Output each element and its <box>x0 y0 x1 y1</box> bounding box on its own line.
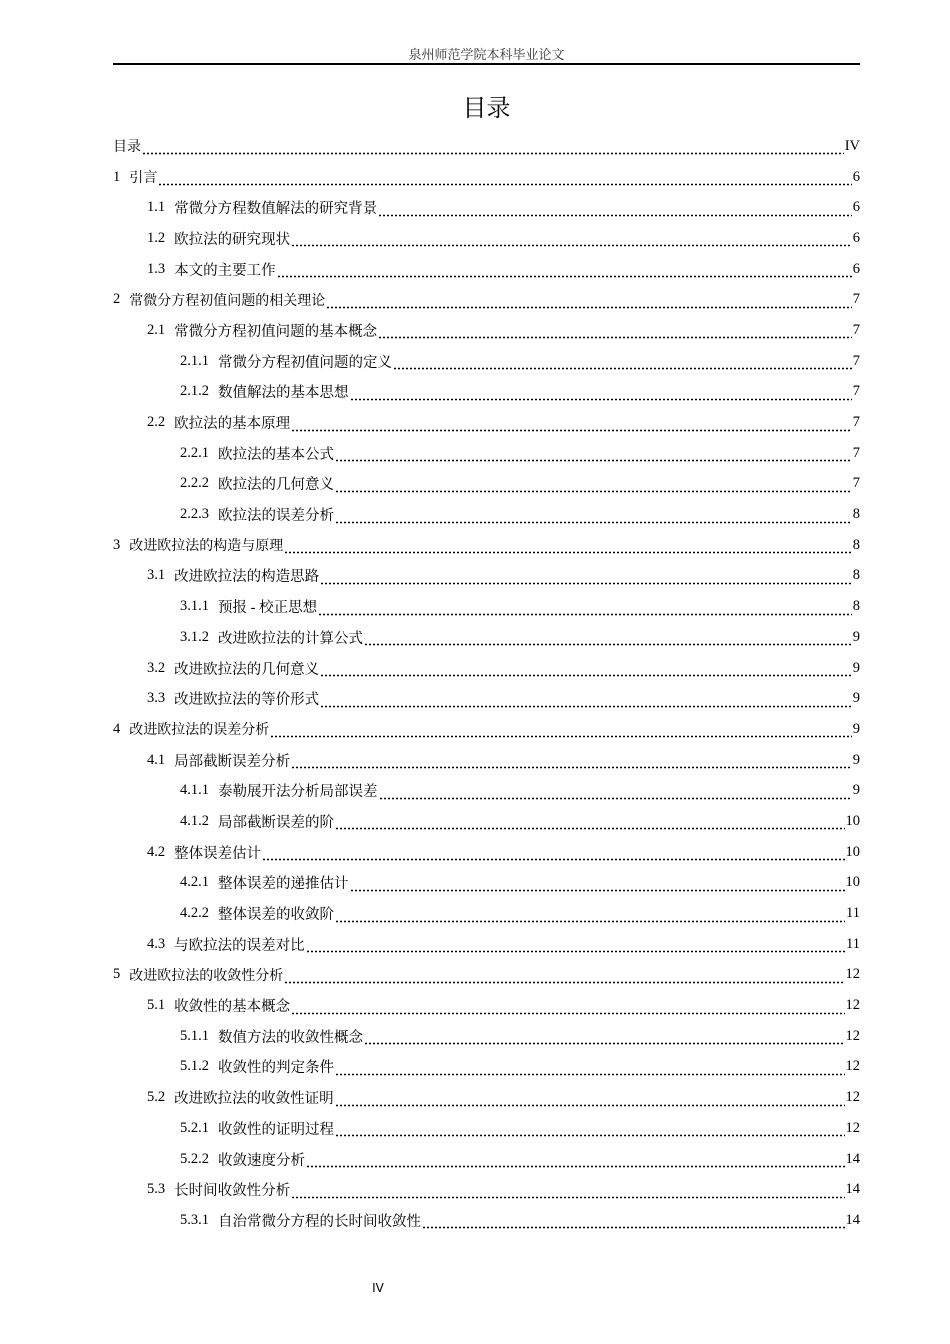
dot-leader <box>335 448 852 462</box>
toc-entry-level-3[interactable] <box>113 806 860 837</box>
toc-entry-level-1[interactable] <box>113 131 860 162</box>
toc-entry-level-3[interactable] <box>113 775 860 806</box>
toc-entry-title: 改进欧拉法的误差分析 <box>129 722 270 739</box>
toc-entry-level-3[interactable] <box>113 898 860 929</box>
toc-entry-title: 欧拉法的基本原理 <box>174 416 291 433</box>
dot-leader <box>378 325 852 339</box>
toc-entry-title: 整体误差的递推估计 <box>218 876 349 893</box>
toc-entry-number: 2.1.1 <box>180 352 209 369</box>
toc-entry-number: 2 <box>113 291 121 308</box>
toc-entry-number: 2.1.2 <box>180 383 209 400</box>
toc-entry-page: 11 <box>846 935 860 952</box>
toc-entry-level-3[interactable] <box>113 346 860 377</box>
dot-leader <box>335 479 852 493</box>
toc-entry-title: 改进欧拉法的收敛性分析 <box>129 967 284 984</box>
toc-entry-level-2[interactable] <box>113 315 860 346</box>
dot-leader <box>320 571 852 585</box>
page-number: IV <box>372 1281 384 1295</box>
toc-entry-level-3[interactable] <box>113 1021 860 1052</box>
toc-entry-title: 本文的主要工作 <box>174 262 276 279</box>
toc-entry-level-3[interactable] <box>113 499 860 530</box>
toc-entry-title: 收敛速度分析 <box>218 1152 305 1169</box>
toc-entry-level-3[interactable] <box>113 377 860 408</box>
toc-entry-page: 7 <box>852 291 860 308</box>
toc-entry-level-3[interactable] <box>113 1052 860 1083</box>
toc-entry-title: 改进欧拉法的计算公式 <box>218 630 363 647</box>
toc-entry-page: 8 <box>852 506 860 523</box>
toc-entry-page: 7 <box>852 414 860 431</box>
toc-entry-level-3[interactable] <box>113 438 860 469</box>
toc-entry-level-2[interactable] <box>113 254 860 285</box>
toc-entry-level-2[interactable] <box>113 837 860 868</box>
toc-entry-number: 5 <box>113 966 121 983</box>
toc-entry-level-3[interactable] <box>113 1205 860 1236</box>
dot-leader <box>262 847 844 861</box>
dot-leader <box>378 203 852 217</box>
toc-entry-level-2[interactable] <box>113 223 860 254</box>
toc-entry-level-3[interactable] <box>113 868 860 899</box>
dot-leader <box>291 755 852 769</box>
toc-entry-title: 整体误差的收敛阶 <box>218 907 334 924</box>
toc-entry-page: 9 <box>852 782 860 799</box>
toc-entry-title: 常微分方程数值解法的研究背景 <box>174 201 378 218</box>
toc-entry-page: 12 <box>845 1058 860 1075</box>
toc-entry-level-2[interactable] <box>113 653 860 684</box>
toc-entry-level-3[interactable] <box>113 591 860 622</box>
toc-entry-title: 欧拉法的基本公式 <box>218 446 334 463</box>
toc-entry-number: 2.2 <box>147 414 166 431</box>
toc-entry-level-2[interactable] <box>113 407 860 438</box>
header-rule <box>113 63 860 65</box>
toc-entry-number: 1.2 <box>147 229 166 246</box>
toc-entry-page: 12 <box>845 997 860 1014</box>
dot-leader <box>320 694 852 708</box>
dot-leader <box>142 141 844 155</box>
toc-entry-title: 常微分方程初值问题的相关理论 <box>129 292 326 309</box>
toc-entry-page: 10 <box>845 874 860 891</box>
toc-entry-number: 2.2.2 <box>180 475 209 492</box>
toc-entry-number: 5.3.1 <box>180 1211 209 1228</box>
dot-leader <box>284 540 852 554</box>
dot-leader <box>291 1001 844 1015</box>
toc-entry-page: 12 <box>845 966 860 983</box>
toc-entry-page: 9 <box>852 690 860 707</box>
dot-leader <box>318 602 852 616</box>
toc-entry-title: 与欧拉法的误差对比 <box>174 937 305 954</box>
toc-entry-title: 改进欧拉法的构造与原理 <box>129 538 284 555</box>
toc-entry-title: 常微分方程初值问题的定义 <box>218 354 392 371</box>
dot-leader <box>306 939 845 953</box>
toc-entry-page: 6 <box>852 199 860 216</box>
toc-entry-title: 欧拉法的几何意义 <box>218 477 334 494</box>
toc-entry-page: 14 <box>845 1150 860 1167</box>
toc-entry-number: 3.3 <box>147 690 166 707</box>
toc-entry-page: 11 <box>846 905 860 922</box>
toc-entry-number: 4.1 <box>147 751 166 768</box>
toc-entry-page: 7 <box>852 475 860 492</box>
dot-leader <box>422 1215 845 1229</box>
toc-entry-number: 5.1 <box>147 997 166 1014</box>
toc-entry-number: 5.2.1 <box>180 1119 209 1136</box>
toc-entry-number: 4.2.1 <box>180 874 209 891</box>
toc-entry-number: 2.1 <box>147 321 166 338</box>
toc-entry-level-1[interactable] <box>113 530 860 561</box>
toc-entry-page: 6 <box>852 229 860 246</box>
toc-entry-number: 4.2 <box>147 843 166 860</box>
dot-leader <box>270 724 852 738</box>
toc-entry-page: IV <box>844 137 860 154</box>
toc-entry-title: 收敛性的判定条件 <box>218 1060 334 1077</box>
page-title: 目录 <box>462 94 511 122</box>
toc-entry-title: 预报 - 校正思想 <box>218 600 318 617</box>
dot-leader <box>335 1093 845 1107</box>
dot-leader <box>158 172 852 186</box>
toc-entry-number: 4.2.2 <box>180 905 209 922</box>
toc-entry-page: 8 <box>852 536 860 553</box>
toc-entry-number: 4 <box>113 720 121 737</box>
toc-entry-title: 局部截断误差分析 <box>174 753 291 770</box>
toc-entry-number: 2.2.3 <box>180 506 209 523</box>
toc-entry-page: 9 <box>852 628 860 645</box>
running-header: 泉州师范学院本科毕业论文 <box>408 48 565 63</box>
toc-entry-number: 1.3 <box>147 260 166 277</box>
dot-leader <box>291 418 852 432</box>
toc-entry-title: 局部截断误差的阶 <box>218 814 334 831</box>
toc-entry-page: 7 <box>852 352 860 369</box>
toc-entry-title: 改进欧拉法的收敛性证明 <box>174 1091 334 1108</box>
toc-entry-number: 5.2.2 <box>180 1150 209 1167</box>
dot-leader <box>335 1123 845 1137</box>
toc-entry-page: 10 <box>845 843 860 860</box>
toc-entry-level-2[interactable] <box>113 990 860 1021</box>
toc-entry-title: 目录 <box>113 139 141 156</box>
toc-entry-number: 3 <box>113 536 121 553</box>
toc-entry-page: 9 <box>852 659 860 676</box>
toc-entry-number: 5.2 <box>147 1089 166 1106</box>
toc-entry-title: 常微分方程初值问题的基本概念 <box>174 323 378 340</box>
dot-leader <box>284 970 844 984</box>
toc-entry-number: 5.1.2 <box>180 1058 209 1075</box>
toc-entry-title: 泰勒展开法分析局部误差 <box>218 784 378 801</box>
toc-entry-level-3[interactable] <box>113 469 860 500</box>
toc-entry-level-1[interactable] <box>113 960 860 991</box>
toc-entry-page: 6 <box>852 168 860 185</box>
dot-leader <box>350 387 852 401</box>
dot-leader <box>350 878 845 892</box>
dot-leader <box>291 233 852 247</box>
toc-entry-title: 自治常微分方程的长时间收敛性 <box>218 1213 421 1230</box>
toc-entry-number: 3.1 <box>147 567 166 584</box>
toc-entry-page: 12 <box>845 1089 860 1106</box>
toc-entry-level-1[interactable] <box>113 162 860 193</box>
toc-entry-number: 5.1.1 <box>180 1027 209 1044</box>
toc-entry-number: 4.1.1 <box>180 782 209 799</box>
toc-entry-title: 整体误差估计 <box>174 845 262 862</box>
toc-entry-page: 7 <box>852 383 860 400</box>
toc-entry-page: 8 <box>852 567 860 584</box>
dot-leader <box>335 909 845 923</box>
toc-entry-level-2[interactable] <box>113 929 860 960</box>
toc-entry-title: 欧拉法的误差分析 <box>218 508 334 525</box>
table-of-contents <box>113 131 860 1236</box>
dot-leader <box>335 1062 845 1076</box>
toc-entry-level-2[interactable] <box>113 1082 860 1113</box>
toc-entry-title: 改进欧拉法的构造思路 <box>174 569 320 586</box>
toc-entry-page: 14 <box>845 1181 860 1198</box>
toc-entry-page: 6 <box>852 260 860 277</box>
toc-entry-title: 收敛性的证明过程 <box>218 1121 334 1138</box>
toc-entry-level-3[interactable] <box>113 1144 860 1175</box>
toc-entry-level-1[interactable] <box>113 284 860 315</box>
toc-entry-page: 9 <box>852 751 860 768</box>
toc-entry-page: 14 <box>845 1211 860 1228</box>
dot-leader <box>277 264 852 278</box>
toc-entry-level-2[interactable] <box>113 683 860 714</box>
toc-entry-number: 5.3 <box>147 1181 166 1198</box>
toc-entry-number: 2.2.1 <box>180 444 209 461</box>
toc-entry-level-2[interactable] <box>113 1174 860 1205</box>
dot-leader <box>335 510 852 524</box>
dot-leader <box>379 786 852 800</box>
toc-entry-level-2[interactable] <box>113 192 860 223</box>
toc-entry-level-2[interactable] <box>113 745 860 776</box>
toc-entry-title: 收敛性的基本概念 <box>174 999 291 1016</box>
toc-entry-title: 数值解法的基本思想 <box>218 385 349 402</box>
dot-leader <box>364 1031 845 1045</box>
toc-entry-page: 7 <box>852 321 860 338</box>
toc-entry-number: 1 <box>113 168 121 185</box>
dot-leader <box>320 663 852 677</box>
toc-entry-number: 4.3 <box>147 935 166 952</box>
toc-entry-number: 3.2 <box>147 659 166 676</box>
toc-entry-level-1[interactable] <box>113 714 860 745</box>
toc-entry-title: 长时间收敛性分析 <box>174 1183 291 1200</box>
dot-leader <box>306 1154 845 1168</box>
toc-entry-title: 欧拉法的研究现状 <box>174 231 291 248</box>
toc-entry-page: 9 <box>852 720 860 737</box>
toc-entry-number: 3.1.1 <box>180 598 209 615</box>
toc-entry-page: 12 <box>845 1027 860 1044</box>
toc-entry-title: 改进欧拉法的几何意义 <box>174 661 320 678</box>
toc-entry-number: 3.1.2 <box>180 628 209 645</box>
toc-entry-number: 1.1 <box>147 199 166 216</box>
toc-entry-level-3[interactable] <box>113 1113 860 1144</box>
toc-entry-page: 10 <box>845 812 860 829</box>
toc-entry-title: 数值方法的收敛性概念 <box>218 1029 363 1046</box>
toc-entry-title: 引言 <box>129 170 158 187</box>
toc-entry-page: 12 <box>845 1119 860 1136</box>
toc-entry-page: 8 <box>852 598 860 615</box>
dot-leader <box>393 356 852 370</box>
toc-entry-page: 7 <box>852 444 860 461</box>
dot-leader <box>364 632 852 646</box>
toc-entry-level-3[interactable] <box>113 622 860 653</box>
toc-entry-title: 改进欧拉法的等价形式 <box>174 692 320 709</box>
dot-leader <box>326 295 852 309</box>
toc-entry-number: 4.1.2 <box>180 812 209 829</box>
dot-leader <box>335 816 845 830</box>
dot-leader <box>291 1185 844 1199</box>
toc-entry-level-2[interactable] <box>113 561 860 592</box>
